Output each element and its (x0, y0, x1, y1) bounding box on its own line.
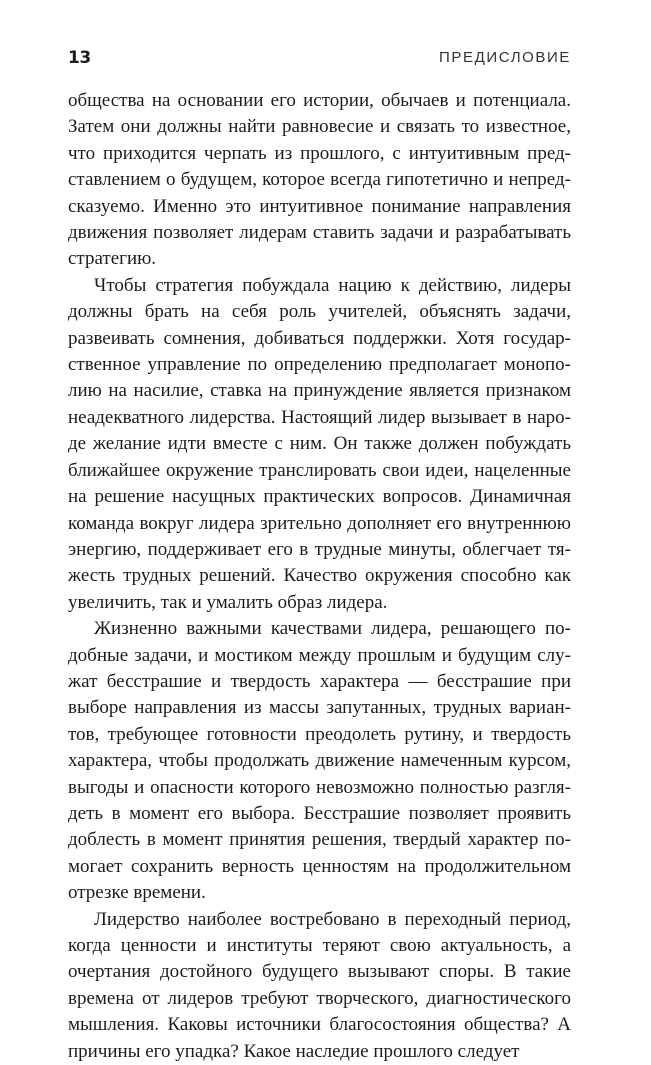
paragraph-1: общества на основании его истории, обычаев и потенциала. Затем они должны найти равновесие и связать то известное, что приходится черпать из прошлого, с интуитивным представлением о будущем, которое всегда гипотетично и непредсказуемо. Именно это интуитивное понимание направления движения позволяет лидерам ставить задачи и разрабатывать стратегию. (68, 90, 571, 270)
section-title: ПРЕДИСЛОВИЕ (439, 49, 571, 66)
paragraph-2: Чтобы стратегия побуждала нацию к действию, лидеры должны брать на себя роль учителей, объяснять задачи, развеивать сомнения, добиваться поддержки. Хотя государственное управление по определению предполагает монополию на насилие, ставка на принуждение является признаком неадекватного лидерства. Настоящий лидер вызывает в народе желание идти вместе с ним. Он также должен побуждать ближайшее окружение транслировать свои идеи, нацеленные на решение насущных практических вопросов. Динамичная команда вокруг лидера зрительно дополняет его внутреннюю энергию, поддерживает его в трудные минуты, облегчает тяжесть трудных решений. Качество окружения способно как увеличить, так и умалить образ лидера. (68, 274, 571, 613)
paragraph-3: Жизненно важными качествами лидера, решающего подобные задачи, и мостиком между прошлым и будущим служат бесстрашие и твердость характера — бесстрашие при выборе направления из массы запутанных, трудных вариантов, требующее готовности преодолеть рутину, и твердость характера, чтобы продолжать движение намеченным курсом, выгоды и опасности которого невозможно полностью разглядеть в момент его выбора. Бесстрашие позволяет проявить доблесть в момент принятия решения, твердый характер помогает сохранить верность ценностям на продолжительном отрезке времени. (68, 618, 571, 904)
running-header (68, 48, 571, 70)
body-text (68, 88, 571, 1065)
paragraph-4: Лидерство наиболее востребовано в переходный период, когда ценности и институты теряют свою актуальность, а очертания достойного будущего вызывают споры. В такие времена от лидеров требуют творческого, диагностического мышления. Каковы источники благосостояния общества? А причины его упадка? Какое наследие прошлого следует (68, 908, 571, 1062)
page-number: 13 (68, 48, 91, 68)
